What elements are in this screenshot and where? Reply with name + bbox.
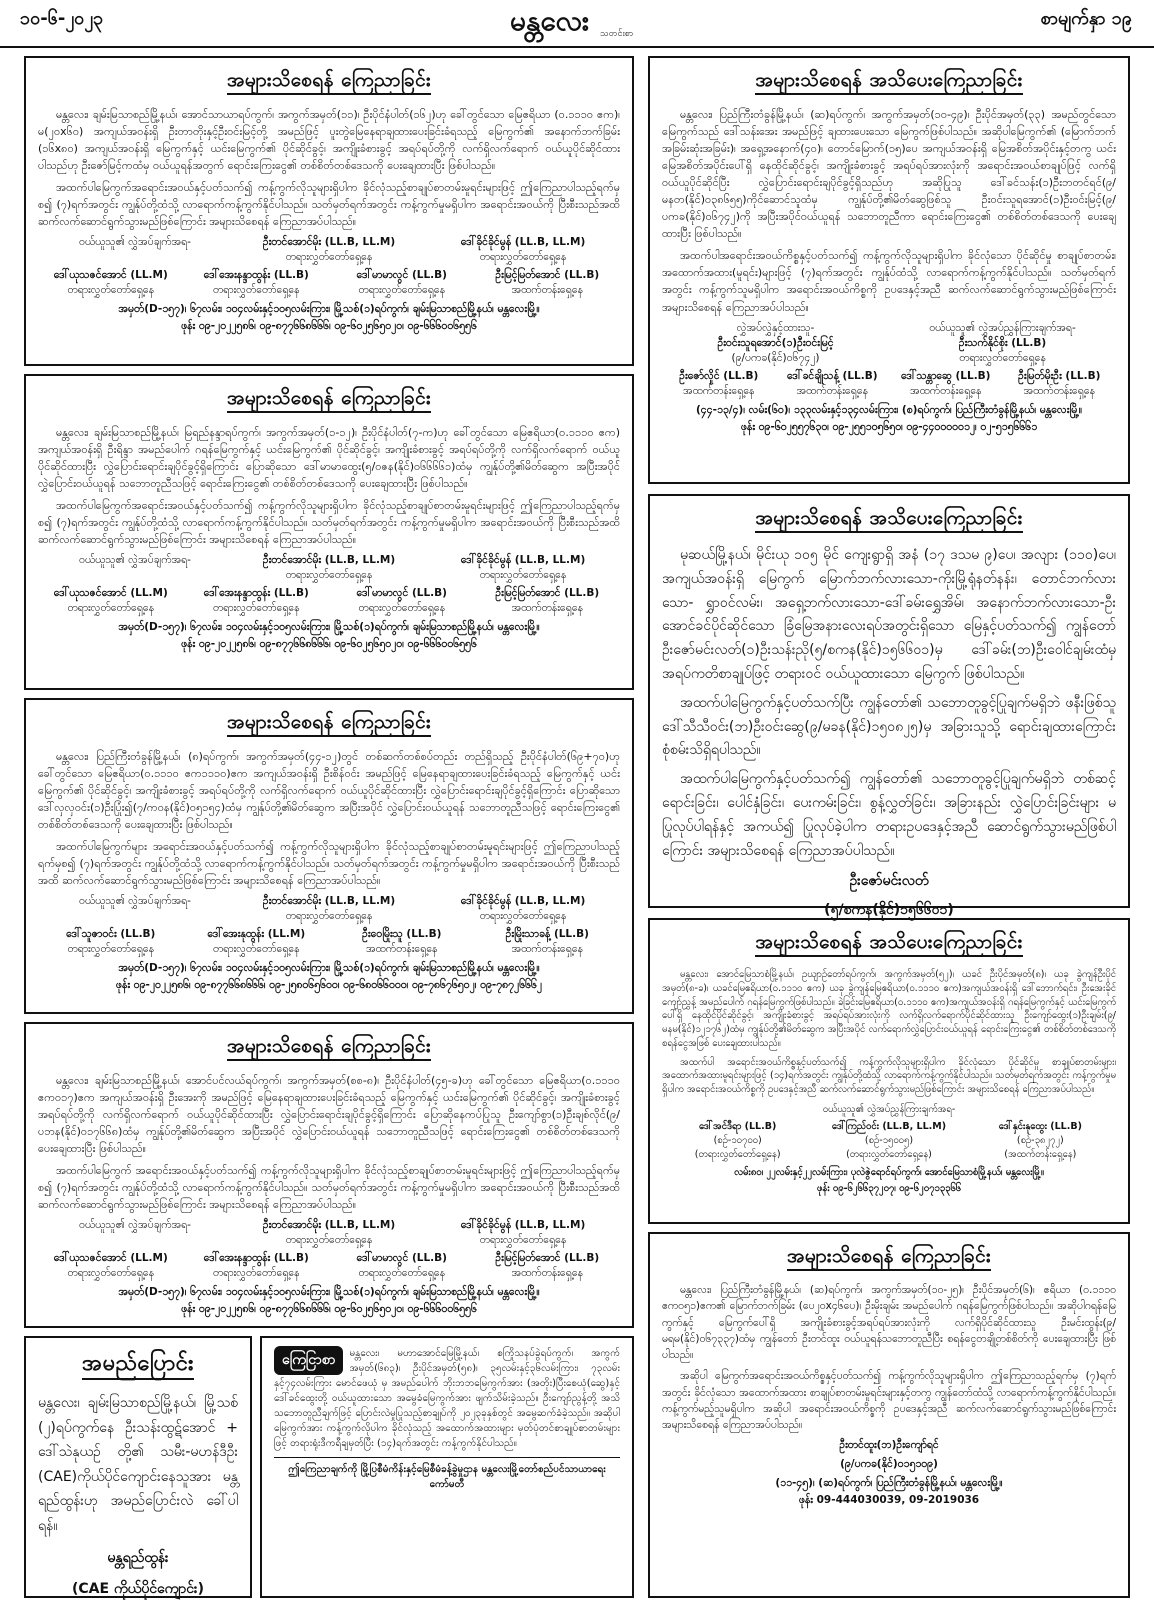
notice-title: အများသိစေရန် ကြေညာခြင်း [227,711,431,737]
notice-para: အထက်ပါမြေကွက်နှင့်ပတ်သက်၍ ကျွန်တော်၏ သဘောတူခွင့်ပြုချက်မရှိဘဲ တစ်ဆင့်ရောင်းခြင်း၊ ပေါင်နှံခြင်း၊ ပေးကမ်းခြင်း၊ စွန့်လွှတ်ခြင်း၊ အခြားနည်း လွှဲပြောင်းခြင်းများ မပြုလုပ်ပါရန်နှင့် အကယ်၍ ပြုလုပ်ခဲ့ပါက တရားဥပဒေနှင့်အညီ ဆောင်ရွက်သွားမည်ဖြစ်ပါကြောင်း အများသိစေရန် ကြေညာအပ်ပါသည်။ [662,771,1116,859]
lawyer-name: ဦးဇော်လှိုင် (LL.B) [679,369,759,382]
lawyer-role: အထက်တန်းရှေ့နေ [366,943,438,956]
notice-para: မန္တလေး၊ ပြည်ကြီးတံခွန်မြို့နယ်၊ (၈)ရပ်ကွက်၊ အကွက်အမှတ်(၄၄-၁၂)တွင် တစ်ဆက်တစ်စပ်တည်း တည်ရှိသည့် ဦးပိုင်နံပါတ်(၆၉+၇၀)ဟု ခေါ်တွင်သော မြေဧရိယာ(၀.၁၁၁၀ ဧက၁၁၁၀)ဧက အကျယ်အဝန်းရှိ ဦးစိန်ဝင်း အမည်ဖြင့် မြေနေရာချထားပေးခြင်းခံရသည့် မြေကွက်နှင့် ယင်းမြေကွက်၏ ပိုင်ဆိုင်ခွင့်၊ အကျိုးခံစားခွင့် အရပ်ရပ်တို့ကို လက်ရှိလက်ရောက် ဝယ်ယူပိုင်ဆိုင်ထားပြီး လွှဲပြောင်းရောင်းချပိုင်ခွင့်ရှိကြောင်း ပြောဆိုသော ဒေါ်လှလှဝင်း(၁)ဦးပြုံး၍(၇/ကဝန(နိုင်)၀၅၁၅၄)ထံမှ ကျွန်ုပ်တို့၏မိတ်ဆွေက အပြီးအပိုင် လွှဲပြောင်းဝယ်ယူရန် သဘောတူညီသဖြင့် ရောင်းကြေးငွေ၏ တစ်စိတ်တစ်ဒေသကို ပေးချေထားပြီး ဖြစ်ပါသည်။ [38,750,620,832]
masthead-subtitle: သတင်းစာ [600,29,634,39]
lawyer-role: တရားလွှတ်တော်ရှေ့နေ [67,602,155,615]
notice-left-4 [24,1022,634,1328]
lawyer-role: တရားလွှတ်တော်ရှေ့နေ [479,910,567,923]
signature-block [662,322,1116,436]
sig-heading: လွှဲအပ်လွှဲနှင့်ထားသူ- [736,321,815,334]
notice-title: အများသိစေရန် ကြေညာခြင်း [227,387,431,413]
phone-numbers: ဖုန်း ၀၉-၂၀၂၂၅၈၆၊ ၀၉-၈၇၇၆၆၈၆၆၆၊ ၀၉-၂၅၈၀၆၅၆၀၀၊ ၀၉-၆၈၀၆၆၀၀၀၊ ၀၉-၇၈၆၇၆၅၀၂၊ ၀၉-၇၈၇၂၆၆၆၂ [115,979,543,992]
lawyer-name: ဒေါ်ခိုင်ခိုင်မွန် (LL.B, LL.M) [460,895,586,908]
notice-para: မန္တလေး၊ ပြည်ကြီးတံခွန်မြို့နယ်၊ (ဆ)ရပ်ကွက်၊ အကွက်အမှတ်(၁၀-၂၅)၊ ဦးပိုင်အမှတ်(၆)၊ ဧရိယာ (၀.၁၁၁၀ ဧက၀၅၁)ဧက၏ မြောက်ဘက်ခြမ်း (ပေ၂၀x၄၆ပေ)၊ ဦးမိုးချမ်း အမည်ပေါက် ဂရန်မြေကွက်ဖြစ်ပါသည်။ အဆိုပါဂရန်မြေကွက်နှင့် မြေကွက်ပေါ်ရှိ အကျိုးခံစားခွင့်အရပ်ရပ်အားလုံးကို လက်ရှိပိုင်ဆိုင်ထားသူ ဦးမင်းထွန်း(၉/မရမ(နိုင်)၀၆၇၃၃၇)ထံမှ ကျွန်တော် ဦးတင်ထူး ဝယ်ယူရန်သဘောတူညီပြီး စရန်ငွေတချို့တစ်စိတ်ကို ပေးချေထားပြီး ဖြစ်ပါသည်။ [662,1284,1116,1362]
lawyer-license: (စဉ်-၁၅၀၀၅) [864,1134,914,1146]
notice-para: မန္တလေး၊ ပြည်ကြီးတံခွန်မြို့နယ်၊ (ဆ)ရပ်ကွက်၊ အကွက်အမှတ်(၁၀-၄၉)၊ ဦးပိုင်အမှတ်(၃၃) အမည်တွင်သော မြေကွက်သည် ဒေါ်သန်းအေး အမည်ဖြင့် ချထားပေးသော မြေကွက်ဖြစ်ပါသည်။ အဆိုပါမြေကွက်၏ (မြောက်ဘက်အခြမ်းဆုံးအခြမ်း)၊ အရှေ့အနောက်(၄၀)၊ တောင်မြောက်(၁၅)ပေ အကျယ်အဝန်းရှိ မြေအစိတ်အပိုင်းနှင့်တကွ ယင်းမြေအစိတ်အပိုင်းပေါ်ရှိ နေထိုင်ဆိုင်ခွင့်၊ အကျိုးခံစားခွင့် အရပ်ရပ်အားလုံးကို အရောင်းအဝယ်စာချုပ်ဖြင့် လက်ရှိဝယ်ယူပိုင်ဆိုင်ပြီး လွှဲပြောင်းရောင်းချပိုင်ခွင့်ရှိသည်ဟု အဆိုပြုသူ ဒေါ်ခင်သန်း(၁)ဦးဘတင်ရင်(၉/မနတ(နိုင်)၀၃၈၆၅၅)ကိုင်ဆောင်သူထံမှ ကျွန်ုပ်တို့၏မိတ်ဆွေဖြစ်သူ ဦးဝင်းသူရအောင်(၁)ဦးဝင်းမြင့်(၉/ပကခ(နိုင်)၀၆၇၄၂)ကို အပြီးအပိုင်ဝယ်ယူရန် သဘောတူညီကာ ရောင်းကြေးငွေ၏ တစ်စိတ်တစ်ဒေသကို ပေးချေထားပြီး ဖြစ်ပါသည်။ [662,108,1116,241]
notice-para: အထက်ပါမြေကွက်နှင့်ပတ်သက်ပြီး ကျွန်တော်၏ သဘောတူခွင့်ပြုချက်မရှိဘဲ ဖနီးဖြစ်သူ ဒေါ်သီသီဝင်း(ဘ)ဦးဝင်းဆွေ(၉/မခန(နိုင်)၁၅၀၈၂၅)မှ အခြားသူသို့ ရောင်းချထားကြောင်း စုံစမ်းသိရှိရပါသည်။ [662,694,1116,759]
lawyer-name: ဦးတင်အောင်မိုး (LL.B, LL.M) [262,1219,396,1232]
phone-numbers: ဖုန်း ၀၉-၂၀၂၂၅၈၆၊ ၀၉-၈၇၇၆၆၈၆၆၆၊ ၀၉-၆၀၂၅၆၅၀၂၀၊ ၀၉-၆၆၆၀၀၆၅၅၆ [181,1303,477,1316]
signer-subtitle: (CAE ကိုယ်ပိုင်ကျောင်း) [72,1581,204,1597]
lawyer-name: ဒေါ်နှင်းနုထွေး (LL.B) [998,1120,1082,1132]
lawyer-role: တရားလွှတ်တော်ရှေ့နေ [67,943,155,956]
office-address: အမှတ်(D-၁၅၇)၊ ၆၇လမ်း၊ ၁၀၄လမ်းနှင့်၁၀၅လမ်းကြား၊ မြို့သစ်(၁)ရပ်ကွက်၊ ချမ်းမြသာစည်မြို့နယ်၊ မန္တလေးမြို့။ [118,303,540,316]
lawyer-name: ဒေါ်သန္တာဆွေ (LL.B) [901,369,991,382]
office-address: (၄၄-၁၃/၄)၊ လမ်း(၆၀)၊ ၁၃၃လမ်းနှင့်၁၃၄လမ်းကြား၊ (စ)ရပ်ကွက်၊ ပြည်ကြီးတံခွန်မြို့နယ်၊ မန္တလေးမြို့။ [696,403,1082,416]
lawyer-role: တရားလွှတ်တော်ရှေ့နေ [959,351,1046,364]
notice-body: မန္တလေး၊ မဟာအောင်မြေမြို့နယ်၊ စကြိုသနပ်ခွဲရပ်ကွက်၊ အကွက်အမှတ်(၆၈၃)၊ ဦးပိုင်အမှတ်(၅၈)၊ ၃၅လမ်းနှင့်၃၆လမ်းကြား၊ ၇၃လမ်းနှင့်၇၄လမ်းကြား မောင်ဖေယုံ မှ အမည်ပေါက် ဘိုးဘဘမြေကွက်အား (အတိုး)ပြီးစေယုံ(ဆွေ)နှင့် ဒေါ်ခင်ထွေးတို့ ဝယ်ယူထားသော အမွေခံမြေကွက်အား ဖျက်သိမ်းခဲ့သည်။ ဦးကျော်ညွန့်တို့ အသိသဘောတူညီချက်ဖြင့် ပြောင်းလဲမှုပြုသည့်စာချုပ်ကို ၂၀၂၃ခုနှစ်တွင် အမွေဆက်ခံခဲ့သည်။ အဆိုပါမြေကွက်အား ကန့်ကွက်လိုပါက ခိုင်လုံသည့် အထောက်အထားများ မှတ်ပုံတင်စာချုပ်စာတမ်းများဖြင့် တရားရုံးဒီကရီချမှတ်ပြီး (၁၄)ရက်အတွင်း ကန့်ကွက်နိုင်ပါသည်။ [274,1348,620,1449]
lawyer-role: တရားလွှတ်တော်ရှေ့နေ [285,1234,373,1247]
notice-para: အထက်ပါမြေကွက်အရောင်းအဝယ်နှင့်ပတ်သက်၍ ကန့်ကွက်လိုသူများရှိပါက ခိုင်လုံသည့်စာချုပ်စာတမ်းမူရင်းများဖြင့် ဤကြေညာပါသည့်ရက်မှစ၍ (၇)ရက်အတွင်း ကျွန်ုပ်တို့ထံသို့ လာရောက်ကန့်ကွက်နိုင်ပါသည်။ သတ်မှတ်ရက်အတွင်း ကန့်ကွက်မှုမရှိပါက အရောင်းအဝယ်ကို ပြီးစီးသည်အထိ ဆက်လက်ဆောင်ရွက်သွားမည်ဖြစ်ကြောင်း အများသိစေရန် ကြေညာအပ်ပါသည်။ [38,181,620,229]
signature-block [38,554,620,653]
lawyer-role: (တရားလွှတ်တော်ရှေ့နေ) [846,1148,932,1160]
notice-para: အထက်ပါအရောင်းအဝယ်ကိစ္စနှင့်ပတ်သက်၍ ကန့်ကွက်လိုသူများရှိပါက ခိုင်လုံသော ပိုင်ဆိုင်မှု စာချုပ်စာတမ်း၊ အထောက်အထား(မူရင်း)များဖြင့် (၇)ရက်အတွင်း ကျွန်ုပ်ထံသို့ လာရောက်ကန့်ကွက်နိုင်ပါသည်။ သတ်မှတ်ရက်အတွင်း ကန့်ကွက်သူမရှိပါက အရောင်းအဝယ်ကိစ္စကို ဥပဒေနှင့်အညီ ဆက်လက်ဆောင်ရွက်သွားမည်ဖြစ်ကြောင်း အများသိစေရန် ကြေညာအပ်ပါသည်။ [662,249,1116,314]
lawyer-name: ဒေါ်အေးနန္ဒာထွန်း (LL.B) [203,269,309,282]
office-address: အမှတ်(D-၁၅၇)၊ ၆၇လမ်း၊ ၁၀၄လမ်းနှင့်၁၀၅လမ်းကြား၊ မြို့သစ်(၁)ရပ်ကွက်၊ ချမ်းမြသာစည်မြို့နယ်၊ မန္တလေးမြို့။ [118,621,540,634]
lawyer-name: ဒေါ်အေးနုထွန်း (LL.M) [207,928,306,941]
notice-para: အထက်ပါ အရောင်းအဝယ်ကိစ္စနှင့်ပတ်သက်၍ ကန့်ကွက်လိုသူများရှိပါက ခိုင်လုံသော ပိုင်ဆိုင်မှု စာချုပ်စာတမ်းများ၊ အထောက်အထားမူရင်းများဖြင့် (၁၄)ရက်အတွင်း ကျွန်ုပ်တို့ထံသို့ လာရောက်ကန့်ကွက်နိုင်ပါသည်။ သတ်မှတ်ရက်အတွင်း ကန့်ကွက်မှုမရှိပါက အရောင်းအဝယ်ကိစ္စကို ဥပဒေနှင့်အညီ ဆက်လက်ဆောင်ရွက်သွားမည်ဖြစ်ကြောင်း အများသိစေရန် ကြေညာအပ်ပါသည်။ [662,1056,1116,1096]
notice-para: မန္တလေး၊ အောင်မြေသာစံမြို့နယ်၊ ဥယျာဉ်တော်ရပ်ကွက်၊ အကွက်အမှတ်(၅၂)၊ ယခင် ဦးပိုင်အမှတ်(၈)၊ ယခု ခွဲကျန်ဦးပိုင်အမှတ်(၈-ခ)၊ ယခင်မြေဧရိယာ(၀.၁၁၁၀ ဧက) ယခု ခွဲကျန်မြေဧရိယာ(၀.၁၁၁၀ ဧက)အကျယ်အဝန်းရှိ ဒေါ်ဘောက်ရင်း၊ ဦးအေးခိုင်ကျော်ညွှန့် အမည်ပေါက် ဂရန်မြေကွက်ဖြစ်ပါသည်။ ခဲခြင်းမြေဧရိယာ(၀.၁၁၁၀ ဧက)အကျယ်အဝန်းရှိ ဂရန်မြေကွက်နှင့် ယင်းမြေကွက်ပေါ်ရှိ နေထိုင်ပိုင်ဆိုင်ခွင့်၊ အကျိုးခံစားခွင့် အရပ်ရပ်အားလုံးကို လက်ရှိလက်ရောက်ပိုင်ဆိုင်ထားသူ ဦးကျော်ထွေး(၁)ဦးချမ်း(၉/မနမ(နိုင်)၁၂၁၇၆၂)ထံမှ ကျွန်ုပ်တို့၏မိတ်ဆွေက အပြီးအပိုင် လက်ရောက်လွှဲပြောင်းဝယ်ယူရန် ရောင်းကြေးငွေ၏ တစ်စိတ်တစ်ဒေသကို စရန်ငွေအဖြစ် ပေးချေထားပါသည်။ [662,969,1116,1049]
phone-numbers: ဖုန်း ၀၉-၆၂၆၆၃၇၂၀၇၊ ၀၉-၆၂၀၇၁၃၃၆၆ [816,1182,962,1194]
lawyer-name: ဒေါ်မာမာလွင် (LL.B) [356,269,447,282]
notice-para: မုဆယ်မြို့နယ်၊ မိုင်းယု ၁၀၅ မိုင် ကျေးရွာရှိ အနံ (၁၇ ဒသမ ၉)ပေ၊ အလျား (၁၁၀)ပေ၊ အကျယ်အဝန်းရှိ မြေကွက် မြောက်ဘက်လားသော-ကိုးမြို့ရုံနတ်နန်း၊ တောင်ဘက်လားသော- ရွှာဝင်လမ်း၊ အရှေ့ဘက်လားသော-ဒေါ်ခမ်းရွှေအိမ်၊ အနောက်ဘက်လားသော-ဦးအောင်ခင်ပိုင်ဆိုင်သော ခြံမြေအနားလေးရပ်အတွင်းရှိသော မြေနှင့်ပတ်သက်၍ ကျွန်တော် ဦးဇော်မင်းလတ်(၁)ဦးသန်းညို(၅/စကန(နိုင်)၁၅၆၆၀၁)မှ ဒေါ်ခမ်း(ဘ)ဦးဝေါင်ချမ်းထံမှ အရပ်ကတိစာချုပ်ဖြင့် တရားဝင် ဝယ်ယူထားသော မြေကွက် ဖြစ်ပါသည်။ [662,547,1116,682]
signature-block [38,1219,620,1318]
lawyer-role: တရားလွှတ်တော်ရှေ့နေ [212,284,300,297]
lawyer-role: တရားလွှတ်တော်ရှေ့နေ [358,1267,446,1280]
phone-numbers: ဖုန်း ၀၉-၂၀၂၂၅၈၆၊ ၀၉-၈၇၇၆၆၈၆၆၆၊ ၀၉-၆၀၂၅၆၅၀၂၀၊ ၀၉-၆၆၆၀၀၆၅၅၆ [181,638,477,651]
notice-title: အများသိစေရန် ကြေညာခြင်း [227,69,431,95]
lawyer-name: ဒေါ်အေးနန္ဒာထွန်း (LL.B) [203,1252,309,1265]
lawyer-role: အထက်တန်းရှေ့နေ [511,1267,583,1280]
lawyer-role: (အထက်တန်းရှေ့နေ) [1004,1148,1077,1160]
lawyer-name: ဒေါ်ယုသဇင်အောင် (LL.M) [53,269,168,282]
lawyer-role: အထက်တန်းရှေ့နေ [910,384,982,397]
signature-block [662,1103,1116,1196]
sig-heading: ဝယ်ယူသူ၏ လွှဲအပ်ညွှန်ကြားချက်အရ- [822,1103,956,1115]
lawyer-name: ဒေါ်မာမာလွင် (LL.B) [356,587,447,600]
signature-block [38,895,620,994]
lawyer-role: အထက်တန်းရှေ့နေ [511,943,583,956]
notice-title: အများသိစေရန် အသိပေးကြေညာခြင်း [755,507,1022,533]
office-address: အမှတ်(D-၁၅၇)၊ ၆၇လမ်း၊ ၁၀၄လမ်းနှင့်၁၀၅လမ်းကြား၊ မြို့သစ်(၁)ရပ်ကွက်၊ ချမ်းမြသာစည်မြို့နယ်၊ မန္တလေးမြို့။ [118,962,540,975]
notice-para: အထက်ပါမြေကွက်များ အရောင်းအဝယ်နှင့်ပတ်သက်၍ ကန့်ကွက်လိုသူများရှိပါက ခိုင်လုံသည့်စာချုပ်စာတမ်းမူရင်းများဖြင့် ဤကြေညာပါသည့်ရက်မှစ၍ (၇)ရက်အတွင်း ကျွန်ုပ်တို့ထံသို့ လာရောက်ကန့်ကွက်နိုင်ပါသည်။ သတ်မှတ်ရက်အတွင်း ကန့်ကွက်မှုမရှိပါက အရောင်းအဝယ်ကို ပြီးစီးသည်အထိ ဆက်လက်ဆောင်ရွက်သွားမည်ဖြစ်ကြောင်း အများသိစေရန် ကြေညာအပ်ပါသည်။ [38,840,620,888]
phone-numbers: ဖုန်း 09-444030039, 09-2019036 [798,1494,980,1507]
notice-left-1 [24,56,634,366]
signature-block [38,236,620,335]
phone-numbers: ဖုန်း ၀၉-၆၀၂၅၅၇၆၃၀၊ ၀၉-၂၅၅၁၀၅၆၅၀၊ ၀၉-၄၄၀၀၀၀၀၁၂၊ ၀၂-၅၁၅၆၆၆၁ [740,420,1038,433]
lawyer-name: ဒေါ်အင်ဒီရာ (LL.B) [699,1120,777,1132]
notice-title: အများသိစေရန် အသိပေးကြေညာခြင်း [755,931,1022,957]
lawyer-name: ဦးတင်အောင်မိုး (LL.B, LL.M) [262,554,396,567]
lawyer-name: ဒေါ်ကြည်ဝင်း (LL.B, LL.M) [831,1120,947,1132]
lawyer-role: အထက်တန်းရှေ့နေ [511,284,583,297]
sig-heading: ဝယ်ယူသူ၏ လွှဲအပ်ချက်အရ- [79,554,191,567]
lawyer-role: တရားလွှတ်တော်ရှေ့နေ [212,602,300,615]
lawyer-role: တရားလွှတ်တော်ရှေ့နေ [212,1267,300,1280]
notice-right-1 [648,56,1130,484]
lawyer-role: တရားလွှတ်တော်ရှေ့နေ [67,1267,155,1280]
lawyer-role: အထက်တန်းရှေ့နေ [683,384,755,397]
lawyer-name: ဦးတင်အောင်မိုး (LL.B, LL.M) [262,895,396,908]
lawyer-role: တရားလွှတ်တော်ရှေ့နေ [285,910,373,923]
lawyer-name: ဦးသက်နိုင်စိုး (LL.B) [958,336,1047,349]
notice-body [662,968,1116,1097]
sig-heading: ဝယ်ယူသူ၏ လွှဲအပ်ချက်အရ- [79,895,191,908]
lawyer-name: ဦးမြတ်မိုးဦး (LL.B) [1018,369,1101,382]
lawyer-name: ဦးမြင့်မြတ်အောင် (LL.B) [495,269,600,282]
notice-right-3 [648,918,1130,1224]
notice-left-2 [24,374,634,690]
notice-body [38,1072,620,1213]
notice-para: အထက်ပါမြေကွက် အရောင်းအဝယ်နှင့်ပတ်သက်၍ ကန့်ကွက်လိုသူများရှိပါက ခိုင်လုံသည့်စာချုပ်စာတမ်းမူရင်းများဖြင့် ဤကြေညာပါသည့်ရက်မှစ၍ (၇)ရက်အတွင်း ကျွန်ုပ်တို့ထံသို့ လာရောက်ကန့်ကွက်နိုင်ပါသည်။ သတ်မှတ်ရက်အတွင်း ကန့်ကွက်မှုမရှိပါက အရောင်းအဝယ်ကို ပြီးစီးသည်အထိ ဆက်လက်ဆောင်ရွက်သွားမည်ဖြစ်ကြောင်း အများသိစေရန် ကြေညာအပ်ပါသည်။ [38,1164,620,1212]
small-notice [260,1336,634,1598]
signer-id: (၉/ပကခ(နိုင်)၀၁၅၁၀၉) [840,1458,938,1471]
notice-left-3 [24,698,634,1014]
signer-name: ဦးဇော်မင်းလတ် [849,873,929,890]
lawyer-role: အထက်တန်းရှေ့နေ [1023,384,1095,397]
lawyer-license: (စဉ်-၁၀၇၀၀) [713,1134,762,1146]
sig-heading: ဝယ်ယူသူ၏ လွှဲအပ်ချက်အရ- [79,236,191,249]
page-header [0,0,1154,48]
lawyer-name: ဦးမြင့်မြတ်အောင် (LL.B) [495,1252,600,1265]
signature-block [662,1439,1116,1509]
lawyer-name: ဒေါ်ခိုင်ခိုင်မွန် (LL.B, LL.M) [460,1219,586,1232]
sig-heading: ဝယ်ယူသူ၏ လွှဲအပ်ချက်အရ- [79,1219,191,1232]
lawyer-license: (စဉ်-၃၈၂၇၂) [1016,1134,1064,1146]
office-address: (၁၁-၄၅)၊ (ဆ)ရပ်ကွက်၊ ပြည်ကြီးတံခွန်မြို့နယ်၊ မန္တလေးမြို့။ [775,1477,1003,1490]
lawyer-role: တရားလွှတ်တော်ရှေ့နေ [358,602,446,615]
lawyer-role: တရားလွှတ်တော်ရှေ့နေ [358,284,446,297]
lawyer-role: တရားလွှတ်တော်ရှေ့နေ [212,943,300,956]
notice-para: မန္တလေး၊ ချမ်းမြသာစည်မြို့နယ်၊ အောင်ပင်လယ်ရပ်ကွက်၊ အကွက်အမှတ်(စစ-၈)၊ ဦးပိုင်နံပါတ်(၄၅-ခ)ဟု ခေါ်တွင်သော မြေဧရိယာ(၀.၁၁၁၀ ဧက၀၁၇)ဧက အကျယ်အဝန်းရှိ ဦးအေးကို အမည်ဖြင့် မြေနေရာချထားပေးခြင်းခံရသည့် မြေကွက်နှင့် ယင်းမြေကွက်၏ ပိုင်ဆိုင်ခွင့်၊ အကျိုးခံစားခွင့် အရပ်ရပ်တို့ကို လက်ရှိလက်ရောက် ဝယ်ယူပိုင်ဆိုင်ထားပြီး လွှဲပြောင်းရောင်းချပိုင်ခွင့်ရှိကြောင်း ပြောဆိုနေကပ်ပြုသူ ဦးကျော်စွာ(၁)ဦးချစ်လိုင်(၉/ပဘန(နိုင်)၀၁၇၆၆၈)ထံမှ ကျွန်ုပ်တို့၏မိတ်ဆွေက အပြီးအပိုင် လွှဲပြောင်းဝယ်ယူရန် သဘောတူညီသဖြင့် ရောင်းကြေးငွေ၏ တစ်စိတ်တစ်ဒေသကို ပေးချေထားပြီး ဖြစ်ပါသည်။ [38,1074,620,1156]
lawyer-name: ဒေါ်ခင်ချိုသန့် (LL.B) [786,369,878,382]
notice-tag: ကြေငြာစာ [274,1346,343,1375]
notice-title: အမည်ပြောင်း [82,1351,194,1380]
lawyer-role: တရားလွှတ်တော်ရှေ့နေ [479,251,567,264]
notice-para: အဆိုပါ မြေကွက်အရောင်းအဝယ်ကိစ္စနှင့်ပတ်သက်၍ ကန့်ကွက်လိုသူများရှိပါက ဤကြေညာသည့်ရက်မှ (၇)ရက်အတွင်း ခိုင်လုံသော အထောက်အထား စာချုပ်စာတမ်းမူရင်းများနှင့်တကွ ကျွန်တော်ထံသို့ လာရောက်ကန့်ကွက်နိုင်ပါသည်။ ကန့်ကွက်မည့်သူမရှိပါက အဆိုပါ အရောင်းအဝယ်ကိစ္စကို ဥပဒေနှင့်အညီ ဆက်လက်ဆောင်ရွက်သွားမည်ဖြစ်ကြောင်း အများသိစေရန် ကြေညာအပ်ပါသည်။ [662,1370,1116,1432]
issue-date: ၁၀-၆-၂၀၂၃ [20,8,104,29]
notice-body: မန္တလေး၊ ချမ်းမြသာစည်မြို့နယ်၊ မြို့သစ် (၂)ရပ်ကွက်နေ ဦးသန်းထွဋ်အောင် + ဒေါ်သဲနုယဉ် တို့၏ သမီး-မဟန်ဒီဦး (CAE)ကိုယ်ပိုင်ကျောင်းနေသူအား မန္တ ရည်ထွန်းဟု အမည်ပြောင်းလဲ ခေါ်ပါရန်။ [38,1395,238,1534]
seller-name: ဦးဝင်းသူရအောင်(၁)ဦးဝင်းမြင့် [717,336,834,349]
signer-name: ဦးတင်ထူး(ဘ)ဦးကျော်ရင် [839,1439,939,1452]
lawyer-name: ဒေါ်ခိုင်ခိုင်မွန် (LL.B, LL.M) [460,236,586,249]
lawyer-role: တရားလွှတ်တော်ရှေ့နေ [479,1234,567,1247]
lawyer-name: ဦးမြိုးသာခန့် (LL.B) [505,928,589,941]
lawyer-role: တရားလွှတ်တော်ရှေ့နေ [285,251,373,264]
lawyer-role: တရားလွှတ်တော်ရှေ့နေ [285,569,373,582]
notice-body [662,1282,1116,1433]
masthead-logo: မန္တလေး [510,4,590,37]
sig-heading: ဝယ်ယူသူ၏ လွှဲအပ်ညွှန်ကြားချက်အရ- [929,321,1076,334]
notice-para: မန္တလေး၊ ချမ်းမြသာစည်မြို့နယ်၊ မြရည်နန္ဒာရပ်ကွက်၊ အကွက်အမှတ်(၁-၁၂)၊ ဦးပိုင်နံပါတ်(၇-က)ဟု ခေါ်တွင်သော မြေဧရိယာ(၀.၁၁၁၀ ဧက) အကျယ်အဝန်းရှိ ဦးရိန္ဒာ အမည်ပေါက် ဂရန်မြေကွက်နှင့် ယင်းမြေကွက်၏ ပိုင်ဆိုင်ခွင့်၊ အကျိုးခံစားခွင့် အရပ်ရပ်တို့ကို လက်ရှိလက်ရောက် ဝယ်ယူပိုင်ဆိုင်ထားပြီး လွှဲပြောင်းရောင်းချပိုင်ခွင့်ရှိကြောင်း ပြောဆိုသော ဒေါ်မာမာထွေး(၅/ဝဇန(နိုင်)၀၆၆၆၆၁)ထံမှ ကျွန်ုပ်တို့၏မိတ်ဆွေက အပြီးအပိုင် လွှဲပြောင်းဝယ်ယူရန် သဘောတူညီသဖြင့် ရောင်းကြေးငွေ၏ တစ်စိတ်တစ်ဒေသကို ပေးချေထားပြီး ဖြစ်ပါသည်။ [38,426,620,491]
lawyer-name: ဒေါ်သူဇာဝင်း (LL.B) [66,928,156,941]
lawyer-role: တရားလွှတ်တော်ရှေ့နေ [67,284,155,297]
notice-para: အထက်ပါမြေကွက်အရောင်းအဝယ်နှင့်ပတ်သက်၍ ကန့်ကွက်လိုသူများရှိပါက ခိုင်လုံသည့်စာချုပ်စာတမ်းမူရင်းများဖြင့် ဤကြေညာပါသည့်ရက်မှစ၍ (၇)ရက်အတွင်း ကျွန်ုပ်တို့ထံသို့ လာရောက်ကန့်ကွက်နိုင်ပါသည်။ သတ်မှတ်ရက်အတွင်း ကန့်ကွက်မှုမရှိပါက အရောင်းအဝယ်ကို ပြီးစီးသည်အထိ ဆက်လက်ဆောင်ရွက်သွားမည်ဖြစ်ကြောင်း အများသိစေရန် ကြေညာအပ်ပါသည်။ [38,499,620,547]
lawyer-name: ဒေါ်မာမာလွင် (LL.B) [356,1252,447,1265]
seller-id: (၉/ပကခ(နိုင်)၀၆၇၄၂) [731,351,820,364]
name-change-notice [24,1336,252,1598]
lawyer-role: အထက်တန်းရှေ့နေ [796,384,868,397]
notice-body [38,424,620,548]
page-number: စာမျက်နှာ ၁၉ [1040,8,1132,29]
notice-right-4 [648,1232,1130,1598]
lawyer-name: ဒေါ်အေးနန္ဒာထွန်း (LL.B) [203,587,309,600]
notice-body [38,748,620,889]
lawyer-name: ဒေါ်ယုသဇင်အောင် (LL.M) [53,1252,168,1265]
notice-title: အများသိစေရန် အသိပေးကြေညာခြင်း [755,69,1022,95]
notice-title: အများသိစေရန် ကြေညာခြင်း [227,1035,431,1061]
lawyer-name: ဦးဝေမြိုးသူ (LL.B) [362,928,442,941]
office-address: အမှတ်(D-၁၅၇)၊ ၆၇လမ်း၊ ၁၀၄လမ်းနှင့်၁၀၅လမ်းကြား၊ မြို့သစ်(၁)ရပ်ကွက်၊ ချမ်းမြသာစည်မြို့နယ်၊ မန္တလေးမြို့။ [118,1286,540,1299]
notice-body [662,544,1116,863]
lawyer-name: ဒေါ်ယုသဇင်အောင် (LL.M) [53,587,168,600]
phone-numbers: ဖုန်း ၀၉-၂၀၂၂၅၈၆၊ ၀၉-၈၇၇၆၆၈၆၆၆၊ ၀၉-၆၀၂၅၆၅၀၂၀၊ ၀၉-၆၆၆၀၀၆၅၅၆ [181,320,477,333]
notice-body [662,106,1116,316]
office-address: လမ်း၈၀၊ ၂၂လမ်းနှင့်၂၂လမ်းကြား၊ ပုလဲဇွဲရောင်ရပ်ကွက်၊ အောင်မြေသာစံမြို့နယ်၊ မန္တလေးမြို့။ [734,1166,1044,1178]
notice-right-2 [648,494,1130,919]
signer-name: မန္တရည်ထွန်း [107,1550,169,1566]
notice-footer: ဤကြေညာချက်ကို မြို့ပြစီမံကိန်းနှင့်မြေစီမံခန့်ခွဲမှုဌာန မန္တလေးမြို့တော်စည်ပင်သာယာရေးကော်မတီ [274,1457,620,1492]
lawyer-role: အထက်တန်းရှေ့နေ [511,602,583,615]
lawyer-role: တရားလွှတ်တော်ရှေ့နေ [479,569,567,582]
signer-id: (၅/စကန(နိုင်)၁၅၆၆၀၁) [824,902,954,919]
notice-body [38,106,620,230]
lawyer-name: ဒေါ်ခိုင်ခိုင်မွန် (LL.B, LL.M) [460,554,586,567]
lawyer-role: (တရားလွှတ်တော်ရှေ့နေ) [694,1148,781,1160]
notice-title: အများသိစေရန် ကြေညာခြင်း [787,1245,991,1271]
notice-para: မန္တလေး၊ ချမ်းမြသာစည်မြို့နယ်၊ အောင်သာယာရပ်ကွက်၊ အကွက်အမှတ်(၁၁)၊ ဦးပိုင်နံပါတ်(၁၆၂)ဟု ခေါ်တွင်သော မြေဧရိယာ (၀.၁၁၁၀ ဧက)၊ မ(၂၀x၆၀) အကျယ်အဝန်းရှိ ဦးတာတိုးနှင့်ဦးဝင်းမြင့်တို့ အမည်ဖြင့် ပူးတွဲမြေနေရာချထားပေးခြင်းခံရသည့် မြေကွက်၏ အနောက်ဘက်ခြမ်း (၁၆x၈၀) အကျယ်အဝန်းရှိ မြေကွက်နှင့် ယင်းမြေကွက်၏ ပိုင်ဆိုင်ခွင့်၊ အကျိုးခံစားခွင့် အရပ်ရပ်တို့ကို လက်ရှိလက်ရောက် ဝယ်ယူပိုင်ဆိုင်ထားပါသည်ဟု ဦးဇော်မြင့်ကထံမှ ဝယ်ယူရန်အတွက် ရောင်းကြေးငွေ၏ တစ်စိတ်တစ်ဒေသကို ပေးချေထားပြီး ဖြစ်ပါသည်။ [38,108,620,173]
lawyer-name: ဦးမြင့်မြတ်အောင် (LL.B) [495,587,600,600]
lawyer-name: ဦးတင်အောင်မိုး (LL.B, LL.M) [262,236,396,249]
